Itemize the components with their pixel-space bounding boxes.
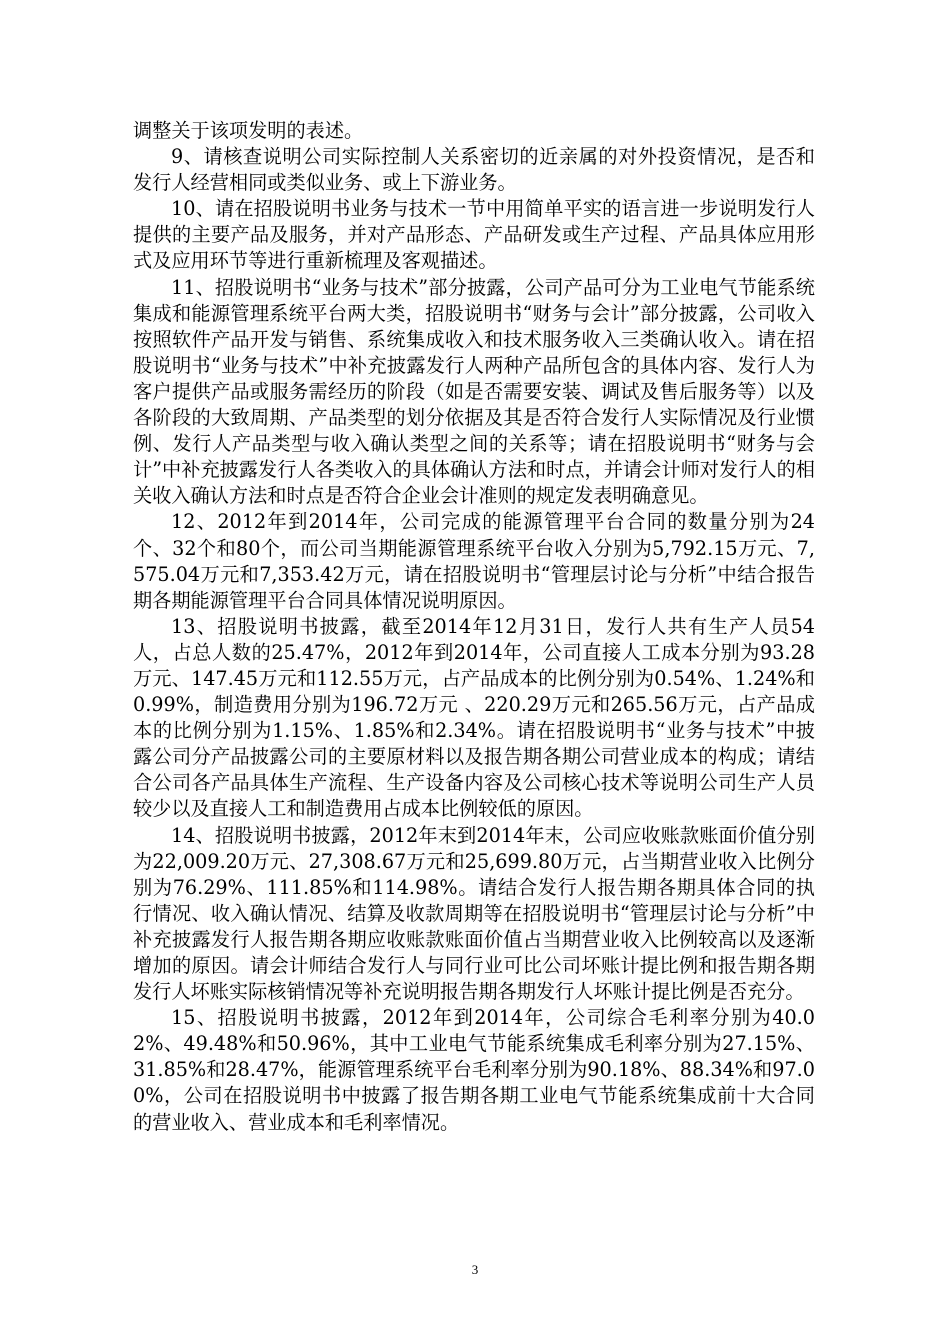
paragraph-item-9: 9、请核查说明公司实际控制人关系密切的近亲属的对外投资情况，是否和发行人经营相同或类似业务、或上下游业务。	[133, 145, 815, 195]
paragraph-item-13: 13、招股说明书披露，截至2014年12月31日，发行人共有生产人员54人，占总人数的25.47%，2012年到2014年，公司直接人工成本分别为93.28万元、147.45万元和112.55万元，占产品成本的比例分别为0.54%、1.24%和0.99%，制造费用分别为196.72万元 、220.29万元和265.56万元，占产品成本的比例分别为1.15%、1.85%和2.34%。请在招股说明书“业务与技术”中披露公司分产品披露公司的主要原材料以及报告期各期公司营业成本的构成；请结合公司各产品具体生产流程、生产设备内容及公司核心技术等说明公司生产人员较少以及直接人工和制造费用占成本比例较低的原因。	[133, 614, 815, 821]
document-body	[133, 118, 815, 1136]
page-number: 3	[471, 1262, 479, 1277]
paragraph-continuation: 调整关于该项发明的表述。	[133, 119, 364, 142]
paragraph-item-11: 11、招股说明书“业务与技术”部分披露，公司产品可分为工业电气节能系统集成和能源管理系统平台两大类，招股说明书“财务与会计”部分披露，公司收入按照软件产品开发与销售、系统集成收入和技术服务收入三类确认收入。请在招股说明书“业务与技术”中补充披露发行人两种产品所包含的具体内容、发行人为客户提供产品或服务需经历的阶段（如是否需要安装、调试及售后服务等）以及各阶段的大致周期、产品类型的划分依据及其是否符合发行人实际情况及行业惯例、发行人产品类型与收入确认类型之间的关系等；请在招股说明书“财务与会计”中补充披露发行人各类收入的具体确认方法和时点，并请会计师对发行人的相关收入确认方法和时点是否符合企业会计准则的规定发表明确意见。	[133, 275, 815, 508]
paragraph-item-12: 12、2012年到2014年，公司完成的能源管理平台合同的数量分别为24个、32个和80个，而公司当期能源管理系统平台收入分别为5,792.15万元、7,575.04万元和7,353.42万元，请在招股说明书“管理层讨论与分析”中结合报告期各期能源管理平台合同具体情况说明原因。	[133, 510, 815, 612]
paragraph-item-15: 15、招股说明书披露，2012年到2014年，公司综合毛利率分别为40.02%、49.48%和50.96%，其中工业电气节能系统集成毛利率分别为27.15%、31.85%和28.47%，能源管理系统平台毛利率分别为90.18%、88.34%和97.00%，公司在招股说明书中披露了报告期各期工业电气节能系统集成前十大合同的营业收入、营业成本和毛利率情况。	[133, 1006, 815, 1134]
paragraph-item-10: 10、请在招股说明书业务与技术一节中用简单平实的语言进一步说明发行人提供的主要产品及服务，并对产品形态、产品研发或生产过程、产品具体应用形式及应用环节等进行重新梳理及客观描述。	[133, 197, 815, 273]
paragraph-item-14: 14、招股说明书披露，2012年末到2014年末，公司应收账款账面价值分别为22,009.20万元、27,308.67万元和25,699.80万元，占当期营业收入比例分别为76.29%、111.85%和114.98%。请结合发行人报告期各期具体合同的执行情况、收入确认情况、结算及收款周期等在招股说明书“管理层讨论与分析”中补充披露发行人报告期各期应收账款账面价值占当期营业收入比例较高以及逐渐增加的原因。请会计师结合发行人与同行业可比公司坏账计提比例和报告期各期发行人坏账实际核销情况等补充说明报告期各期发行人坏账计提比例是否充分。	[133, 823, 815, 1004]
